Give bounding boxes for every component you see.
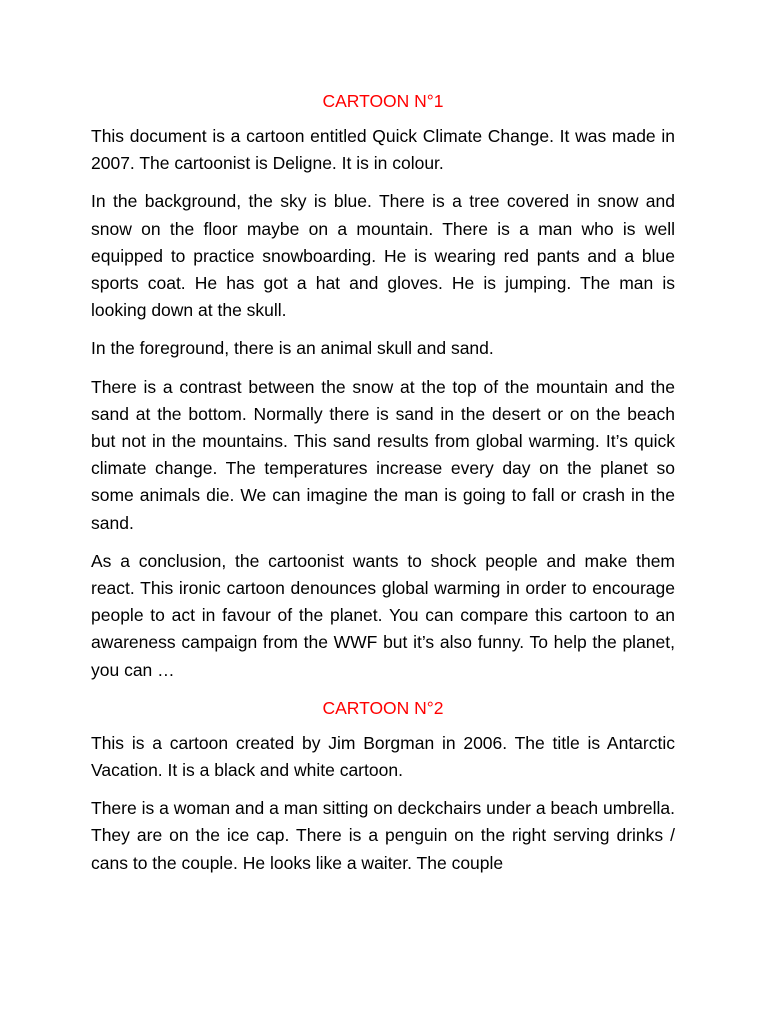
- paragraph: This is a cartoon created by Jim Borgman in 2006. The title is Antarctic Vacation. It is a black and white cartoon.: [91, 732, 675, 781]
- document-body: [91, 88, 675, 877]
- paragraph: In the foreground, there is an animal skull and sand.: [91, 338, 494, 359]
- section-heading-cartoon-1: CARTOON N°1: [322, 91, 444, 111]
- paragraph: There is a woman and a man sitting on deckchairs under a beach umbrella. They are on the ice cap. There is a penguin on the right serving drinks / cans to the couple. He looks like a waiter. The couple: [91, 798, 675, 873]
- paragraph: There is a contrast between the snow at the top of the mountain and the sand at the bottom. Normally there is sand in the desert or on the beach but not in the mountains. This sand results from global warming. It’s quick climate change. The temperatures increase every day on the planet so some animals die. We can imagine the man is going to fall or crash in the sand.: [91, 376, 675, 533]
- section-heading-cartoon-2: CARTOON N°2: [322, 697, 444, 718]
- paragraph: In the background, the sky is blue. There is a tree covered in snow and snow on the floor maybe on a mountain. There is a man who is well equipped to practice snowboarding. He is wearing red pants and a blue sports coat. He has got a hat and gloves. He is jumping. The man is looking down at the skull.: [91, 191, 675, 321]
- paragraph: This document is a cartoon entitled Quick Climate Change. It was made in 2007. The cartoonist is Deligne. It is in colour.: [91, 126, 675, 174]
- paragraph: As a conclusion, the cartoonist wants to shock people and make them react. This ironic cartoon denounces global warming in order to encourage people to act in favour of the planet. You can compare this cartoon to an awareness campaign from the WWF but it’s also funny. To help the planet, you can …: [91, 550, 675, 680]
